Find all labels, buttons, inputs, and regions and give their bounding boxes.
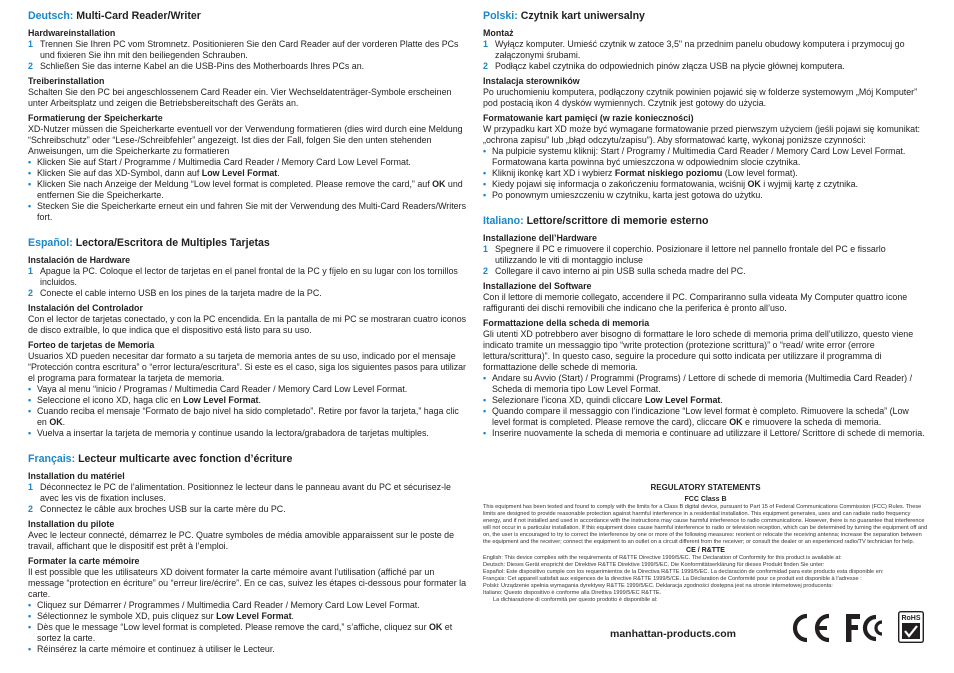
ce-line: La dichiarazione di conformità per questo prodotto è disponibile al: bbox=[493, 596, 658, 603]
step-item: 2 Conecte el cable interno USB en los pines de la tarjeta madre de la PC. bbox=[28, 288, 322, 298]
paragraph: Po uruchomieniu komputera, podłączony czytnik powinien pojawić się w folderze systemowym „Mój Komputer” pod postacią ikon 4 dysków wymiennych. Czytnik jest gotowy do użycia. bbox=[483, 87, 918, 108]
bullet-item: • Quando compare il messaggio con l’indicazione “Low level format è completo. Rimuovere la scheda” (Low level format is completed. Please remove the card), cliccare OK e rimuovere la scheda di memoria. bbox=[483, 406, 909, 427]
bullet-item: • Selezionare l’icona XD, quindi cliccare Low Level Format. bbox=[483, 395, 723, 405]
bullet-item: • Po ponownym umieszczeniu w czytniku, karta jest gotowa do użytku. bbox=[483, 190, 763, 200]
paragraph: Avec le lecteur connecté, démarrez le PC. Quatre symboles de média amovible apparaissent sur le poste de travail, affichant que le dispositif est prêt à l’emploi. bbox=[28, 530, 455, 551]
subheading-driver: Instalación del Controlador bbox=[28, 303, 143, 313]
step-item: 2 Collegare il cavo interno ai pin USB sulla scheda madre del PC. bbox=[483, 266, 746, 276]
paragraph: Con el lector de tarjetas conectado, y con la PC encendida. En la pantalla de mi PC se mostraran cuatro iconos de disco extraíble, lo que indica que el dispositivo está listo para su uso. bbox=[28, 314, 467, 335]
language-label: Français: bbox=[28, 453, 76, 465]
fcc-mark-icon bbox=[844, 611, 888, 645]
ce-mark-icon bbox=[788, 611, 832, 645]
product-title: Lettore/scrittore di memorie esterno bbox=[526, 215, 709, 227]
section-italiano bbox=[483, 215, 928, 439]
bullet-item: • Na pulpicie systemu kliknij: Start / Programy / Multimedia Card Reader / Memory Card Low Level Format. Formatowana karta powinna być umieszczona w odpowiednim slocie czytnika. bbox=[483, 146, 906, 167]
right-column bbox=[483, 10, 928, 448]
subheading-format: Formater la carte mémoire bbox=[28, 556, 140, 566]
bullet-item: • Andare su Avvio (Start) / Programmi (Programs) / Lettore di schede di memoria (Multimedia Card Reader) / Scheda di memoria tipo Low Level Format. bbox=[483, 373, 913, 394]
paragraph: Usuarios XD pueden necesitar dar formato a su tarjeta de memoria antes de su uso, indicado por el mensaje “Protección contra escritura” o “error lectura/escritura”. Si este es el caso, siga los siguientes pasos para utilizar el programa para formatear la tarjeta de memoria. bbox=[28, 351, 467, 383]
ce-title: CE / R&TTE bbox=[686, 547, 725, 555]
language-label: Italiano: bbox=[483, 215, 524, 227]
subheading-hardware: Montaż bbox=[483, 28, 514, 38]
subheading-hardware: Installation du matériel bbox=[28, 471, 125, 481]
section-title bbox=[28, 10, 468, 23]
step-item: 2 Schließen Sie das interne Kabel an die USB-Pins des Motherboards Ihres PCs an. bbox=[28, 61, 365, 71]
section-francais bbox=[28, 453, 468, 655]
ce-line: Español: Este dispositivo cumple con los requerimientos de la Directiva R&TTE 1999/5/EC. La declaración de conformidad para este producto esta disponible en: bbox=[483, 569, 884, 576]
step-item: 1 Trennen Sie Ihren PC vom Stromnetz. Positionieren Sie den Card Reader auf der vorderen Platte des PCs und fixieren Sie ihn mit den beiliegenden Schrauben. bbox=[28, 39, 459, 60]
regulatory-statements bbox=[483, 483, 928, 604]
bullet-item: • Klicken Sie auf das XD-Symbol, dann auf Low Level Format. bbox=[28, 168, 280, 178]
step-item: 1 Wyłącz komputer. Umieść czytnik w zatoce 3,5" na przednim panelu obudowy komputera i przymocuj go załączonymi śrubami. bbox=[483, 39, 905, 60]
subheading-driver: Treiberinstallation bbox=[28, 76, 105, 86]
language-label: Polski: bbox=[483, 10, 518, 22]
subheading-hardware: Installazione dell’Hardware bbox=[483, 233, 597, 243]
ce-line: Polski: Urządzenie spełnia wymagania dyrektywy R&TTE 1999/5/EC. Deklaracja zgodności dostępna jest na stronie internetowej producenta: bbox=[483, 583, 833, 590]
website-link[interactable]: manhattan-products.com bbox=[610, 628, 737, 640]
ce-line: English: This device complies with the requirements of R&TTE Directive 1999/5/EC. The Declaration of Conformity for this product is available at: bbox=[483, 555, 842, 562]
regulatory-title: REGULATORY STATEMENTS bbox=[650, 483, 761, 492]
bullet-item: • Inserire nuovamente la scheda di memoria e continuare ad utilizzare il Lettore/ Scrittore di schede di memoria. bbox=[483, 428, 925, 438]
subheading-software: Installazione del Software bbox=[483, 281, 592, 291]
section-title bbox=[28, 453, 468, 466]
language-label: Deutsch: bbox=[28, 10, 74, 22]
section-espanol bbox=[28, 237, 468, 439]
fcc-title: FCC Class B bbox=[684, 496, 727, 503]
subheading-format: Formatierung der Speicherkarte bbox=[28, 113, 163, 123]
section-polski bbox=[483, 10, 928, 201]
bullet-item: • Stecken Sie die Speicherkarte erneut ein und fahren Sie mit der Verwendung des Multi-Card Readers/Writers fort. bbox=[28, 201, 467, 222]
bullet-item: • Sélectionnez le symbole XD, puis cliquez sur Low Level Format. bbox=[28, 611, 294, 621]
left-column bbox=[28, 10, 468, 664]
bullet-item: • Vaya al menu “inicio / Programas / Multimedia Card Reader / Memory Card Low Level Format. bbox=[28, 384, 408, 394]
bullet-item: • Cliquez sur Démarrer / Programmes / Multimedia Card Reader / Memory Card Low Level Format. bbox=[28, 600, 420, 610]
bullet-item: • Cuando reciba el mensaje “Formato de bajo nivel ha sido completado”. Retire por favor la tarjeta,” haga clic en OK. bbox=[28, 406, 459, 427]
bullet-item: • Seleccione el icono XD, haga clic en Low Level Format. bbox=[28, 395, 261, 405]
step-item: 1 Déconnectez le PC de l’alimentation. Positionnez le lecteur dans le panneau avant du PC et sécurisez-le avec les vis de fixation incluses. bbox=[28, 482, 451, 503]
product-title: Lecteur multicarte avec fonction d’écriture bbox=[78, 453, 293, 465]
paragraph: XD-Nutzer müssen die Speicherkarte eventuell vor der Verwendung formatieren (dies wird durch eine Meldung “Schreibschutz” oder “Lese-/Schreibfehler” angezeigt. Ist dies der Fall, folgen Sie den unten stehenden Anweisungen, um die Speicherkarte zu formatieren bbox=[28, 124, 463, 156]
product-title: Lectora/Escritora de Multiples Tarjetas bbox=[75, 237, 270, 249]
bullet-item: • Dès que le message “Low level format is completed. Please remove the card,” s’affiche, cliquez sur OK et sortez la carte. bbox=[28, 622, 453, 643]
bullet-item: • Klicken Sie nach Anzeige der Meldung “Low level format is completed. Please remove the card,” auf OK und entfernen Sie die Speicherkarte. bbox=[28, 179, 463, 200]
paragraph: W przypadku kart XD może być wymagane formatowanie przed pierwszym użyciem (jeśli pojawi się komunikat: „ochrona zapisu” lub „błąd odczytu/zapisu”). Aby sformatować kartę, wykonaj poniższe czynności: bbox=[483, 124, 921, 145]
bullet-item: • Kliknij ikonkę kart XD i wybierz Format niskiego poziomu (Low level format). bbox=[483, 168, 798, 178]
subheading-driver: Installation du pilote bbox=[28, 519, 115, 529]
paragraph: Schalten Sie den PC bei angeschlossenem Card Reader ein. Vier Wechseldatenträger-Symbole erscheinen unter Arbeitsplatz und zeigen die Betriebsbereitschaft des Geräts an. bbox=[28, 87, 452, 108]
paragraph: Gli utenti XD potrebbero aver bisogno di formattare le loro schede di memoria prima dell’utilizzo, questo viene indicato tramite un messaggio tipo “write protection (protezione scrittura)” o “read/ write error (errore lettura/scrittura)”. In questo caso, seguire la procedure qui sotto indicata per utilizzare il programma di formattazione delle schede di memoria. bbox=[483, 329, 914, 372]
step-item: 2 Podłącz kabel czytnika do odpowiednich pinów złącza USB na płycie głównej komputera. bbox=[483, 61, 845, 71]
bullet-item: • Vuelva a insertar la tarjeta de memoria y continue usando la lectora/grabadora de tarjetas multiples. bbox=[28, 428, 429, 438]
section-deutsch bbox=[28, 10, 468, 223]
ce-line: Italiano: Questo dispositivo è conforme alla Direttiva 1999/5/EC R&TTE. bbox=[483, 589, 662, 596]
paragraph: Con il lettore di memorie collegato, accendere il PC. Compariranno sulla videata My Computer quattro icone raffiguranti dei dischi removibili che indicano che la periferica è pronto all’uso. bbox=[483, 292, 908, 313]
subheading-driver: Instalacja sterowników bbox=[483, 76, 580, 86]
language-label: Español: bbox=[28, 237, 73, 249]
step-item: 2 Connectez le câble aux broches USB sur la carte mère du PC. bbox=[28, 504, 286, 514]
step-item: 1 Spegnere il PC e rimuovere il coperchio. Posizionare il lettore nel pannello frontale del PC e fissarlo utilizzando le viti di montaggio incluse bbox=[483, 244, 886, 265]
ce-line: Deutsch: Dieses Gerät enspricht der Direktive R&TTE Direktive 1999/5/EC. Die Konformitätserklärung für dieses Produkt finden Sie unter: bbox=[483, 562, 825, 569]
rohs-mark-icon bbox=[898, 611, 924, 643]
section-title bbox=[483, 10, 928, 23]
paragraph: Il est possible que les utilisateurs XD doivent formater la carte mémoire avant l’utilisation (affiché par un message “protection en écriture” ou “erreur lire/écrire”. En ce cas, suivez les étapes ci-dessous pour formater la carte. bbox=[28, 567, 467, 599]
svg-text:RoHS: RoHS bbox=[901, 615, 921, 622]
subheading-format: Formatowanie kart pamięci (w razie konieczności) bbox=[483, 113, 694, 123]
section-title bbox=[483, 215, 928, 228]
product-title: Multi-Card Reader/Writer bbox=[76, 10, 201, 22]
subheading-hardware: Hardwareinstallation bbox=[28, 28, 116, 38]
bullet-item: • Réinsérez la carte mémoire et continuez à utiliser le Lecteur. bbox=[28, 644, 275, 654]
fcc-text: This equipment has been tested and found to comply with the limits for a Class B digital device, pursuant to Part 15 of Federal Communications Commission (FCC) Rules. These limits are designed to provide reasonable protection against harmful interference in a residential installation. This equipment generates, uses and can radiate radio frequency energy, and if not installed and used in accordance with the instructions may cause harmful interference to radio communications. However, there is no guarantee that interference will not occur in a particular installation. If this equipment does cause harmful interference to radio or television reception, which can be determined by turning the equipment off and on, the user is encouraged to try to correct the interference by one or more of the following measures: reorient or relocate the receiving antenna; increase the separation between the equipment and the receiver; connect the equipment to an outlet on a circuit different from the receiver; or consult the dealer or an experienced radio/TV technician for help. bbox=[483, 504, 928, 545]
section-title bbox=[28, 237, 468, 250]
ce-line: Français: Cet appareil satisfait aux exigences de la directive R&TTE 1999/5/CE. La Déclaration de Conformité pour ce produit est disponible à l’adresse : bbox=[483, 576, 862, 583]
subheading-format: Forteo de tarjetas de Memoria bbox=[28, 340, 155, 350]
bullet-item: • Klicken Sie auf Start / Programme / Multimedia Card Reader / Memory Card Low Level Format. bbox=[28, 157, 411, 167]
subheading-format: Formattazione della scheda di memoria bbox=[483, 318, 650, 328]
bullet-item: • Kiedy pojawi się informacja o zakończeniu formatowania, wciśnij OK i wyjmij kartę z czytnika. bbox=[483, 179, 858, 189]
step-item: 1 Apague la PC. Coloque el lector de tarjetas en el panel frontal de la PC y fíjelo en su lugar con los tornillos incluidos. bbox=[28, 266, 458, 287]
subheading-hardware: Instalación de Hardware bbox=[28, 255, 131, 265]
product-title: Czytnik kart uniwersalny bbox=[520, 10, 645, 22]
